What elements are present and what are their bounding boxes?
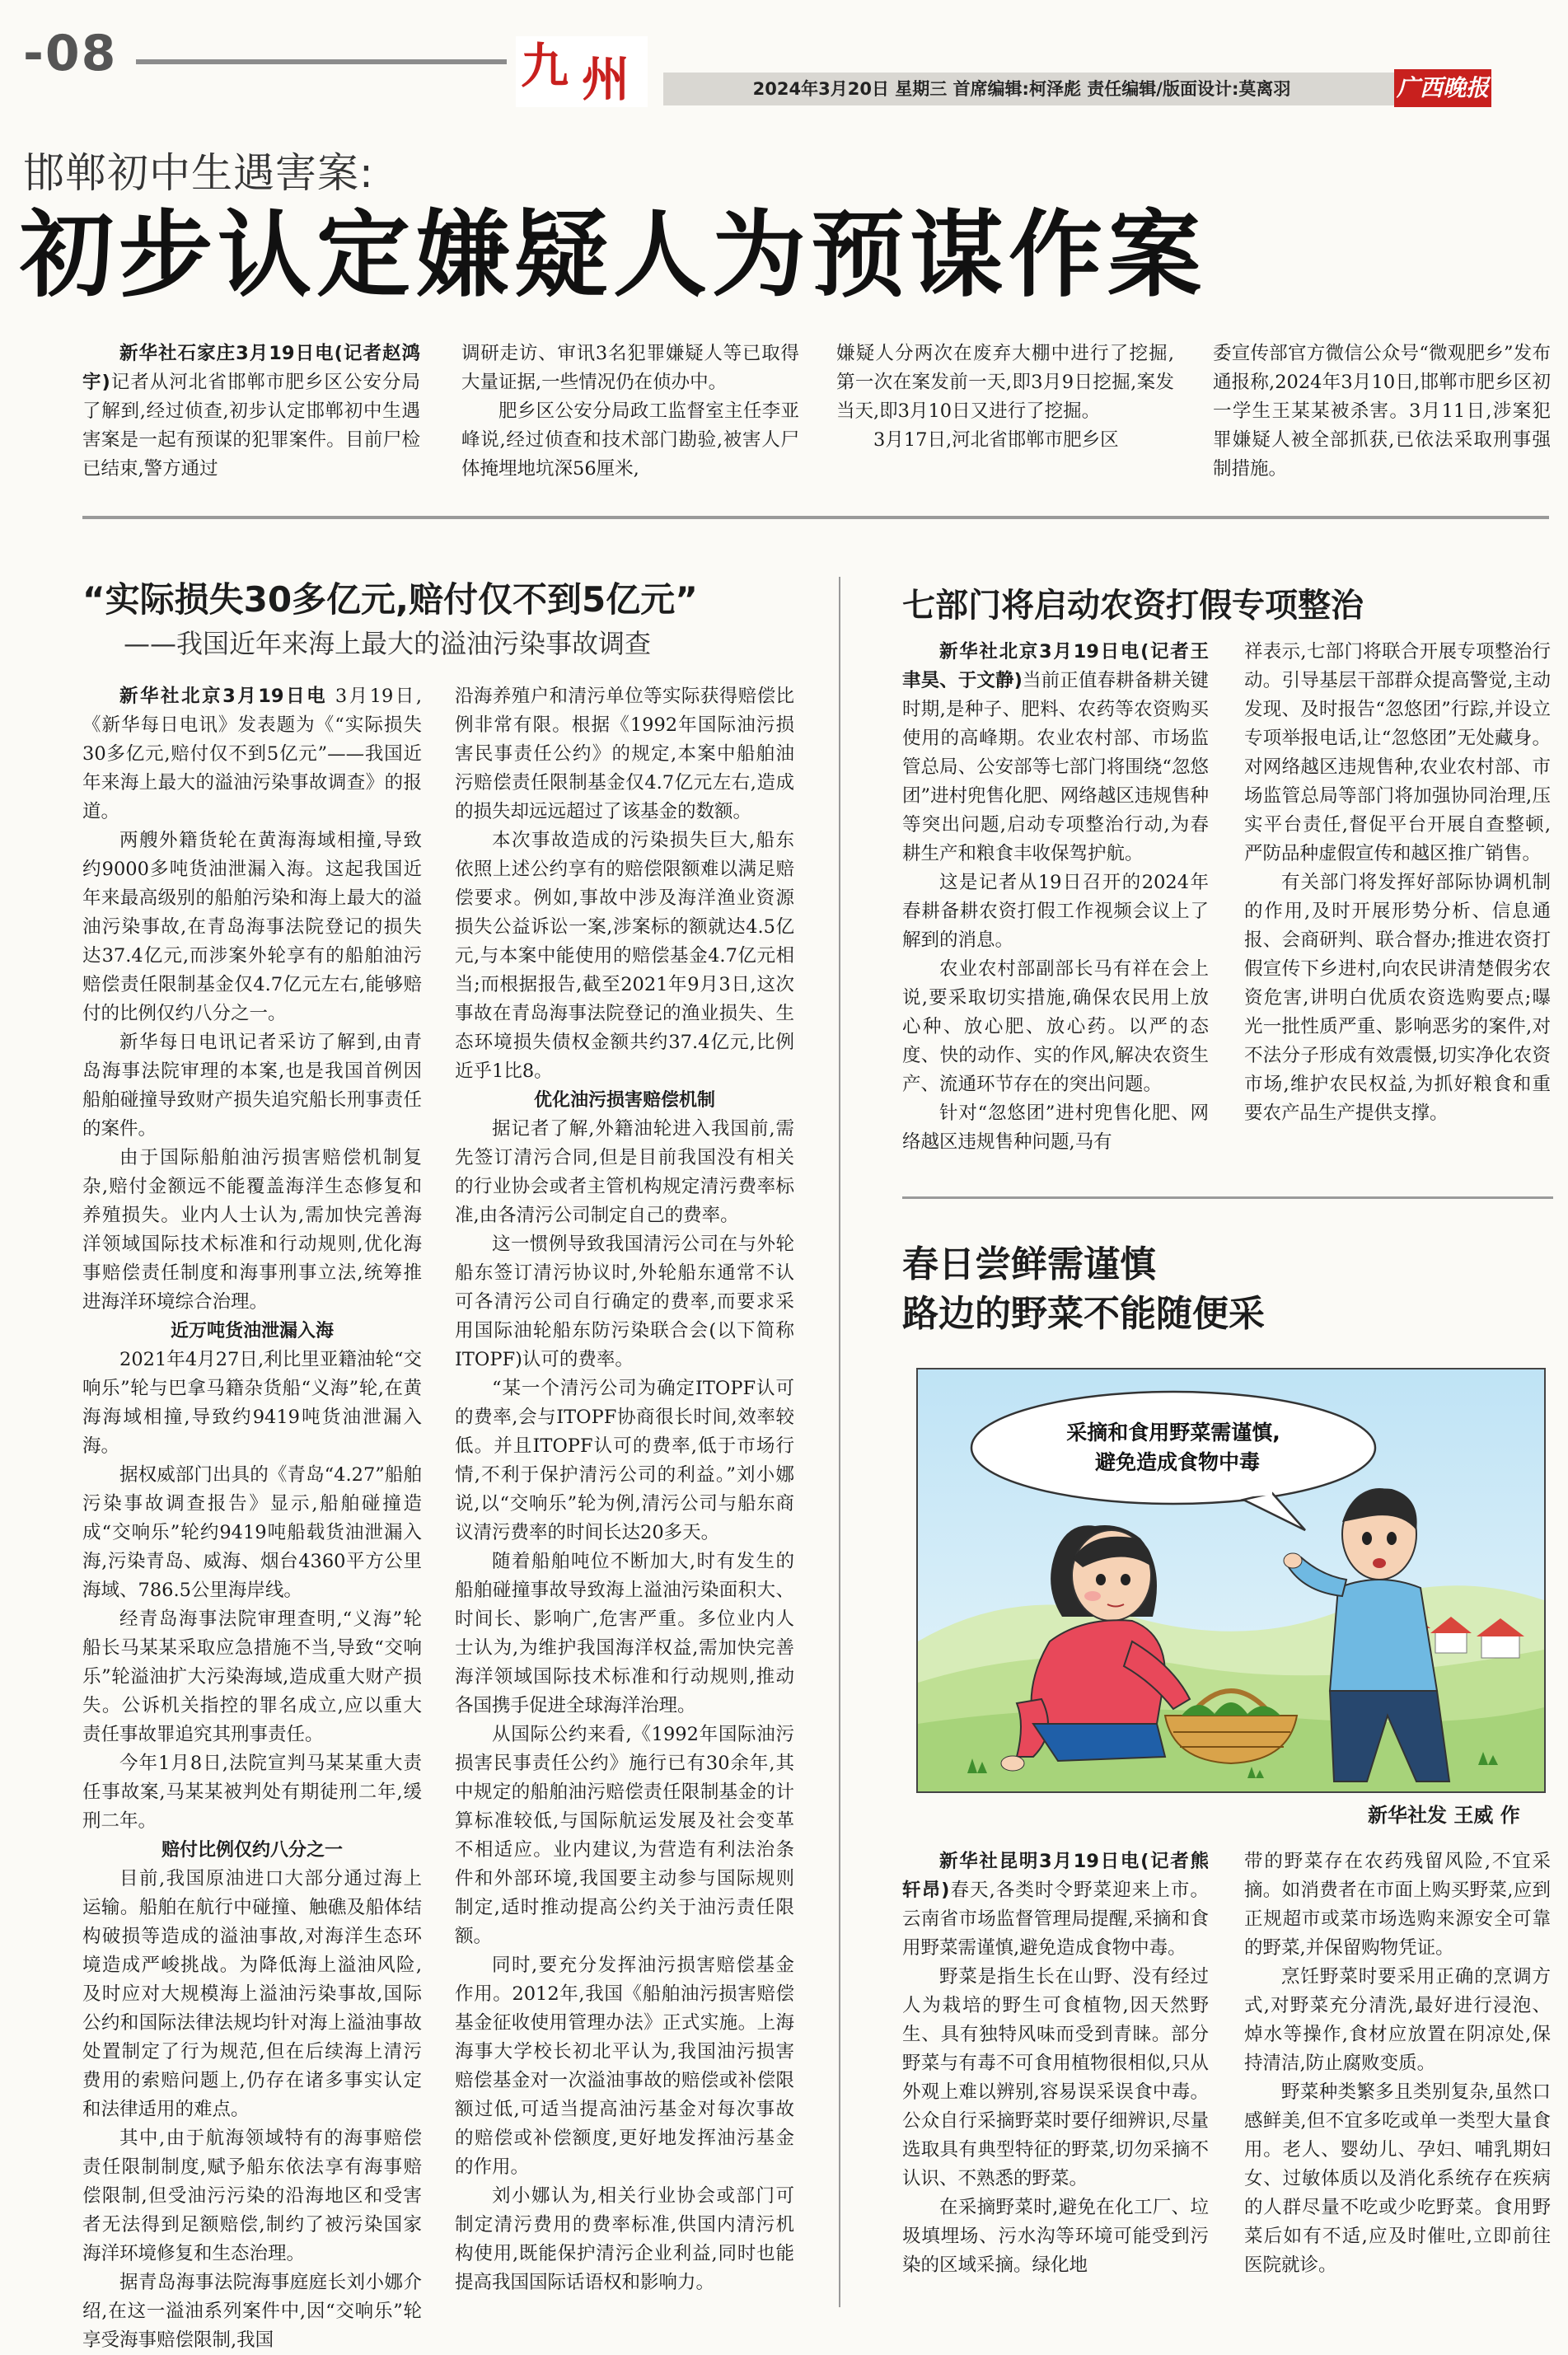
paragraph: 本次事故造成的污染损失巨大,船东依照上述公约享有的赔偿限额难以满足赔偿要求。例如,事故中涉及海洋渔业资源损失公益诉讼一案,涉案标的额就达4.5亿元,与本案中能使用的赔偿基金4.7亿元相当;而根据报告,截至2021年9月3日,这次事故在青岛海事法院登记的渔业损失、生态环境损失债权金额共约37.4亿元,比例近乎1比8。 [455, 830, 794, 1082]
article2-column-1 [82, 682, 422, 2351]
paragraph: 2021年4月27日,利比里亚籍油轮“交响乐”轮与巴拿马籍杂货船“义海”轮,在黄海海域相撞,导致约9419吨货油泄漏入海。 [82, 1349, 422, 1457]
paragraph [902, 638, 1209, 868]
article4-column-2 [1244, 1847, 1551, 2317]
article3-column-1 [902, 638, 1209, 1153]
paragraph: 从国际公约来看,《1992年国际油污损害民事责任公约》施行已有30余年,其中规定的船舶油污赔偿责任限制基金的计算标准较低,与国际航运发展及社会变革不相适应。业内建议,为营造有利法治条件和外部环境,我国要主动参与国际规则制定,适时推动提高公约关于油污责任限额。 [455, 1724, 794, 1947]
article4-title-line-2: 路边的野菜不能随便采 [902, 1293, 1265, 1335]
paragraph: 祥表示,七部门将联合开展专项整治行动。引导基层干部群众提高警觉,主动发现、及时报告“忽悠团”行踪,并设立专项举报电话,让“忽悠团”无处藏身。对网络越区违规售种,农业农村部、市场监管总局等部门将加强协同治理,压实平台责任,督促平台开展自查整顿,严防品种虚假宣传和越区推广销售。 [1244, 641, 1551, 864]
article2-subtitle: ——我国近年来海上最大的溢油污染事故调查 [124, 628, 652, 659]
paragraph: 刘小娜认为,相关行业协会或部门可制定清污费用的费率标准,供国内清污机构使用,既能保护清污企业利益,同时也能提高我国国际话语权和影响力。 [455, 2185, 794, 2293]
top-column-4 [1213, 339, 1551, 480]
paragraph-text: 当前正值春耕备耕关键时期,是种子、肥料、农药等农资购买使用的高峰期。农业农村部、市场监管总局、公安部等七部门将围绕“忽悠团”进村兜售化肥、网络越区违规售种等突出问题,启动专项整治行动,为春耕生产和粮食丰收保驾护航。 [902, 670, 1209, 864]
dateline: 新华社北京3月19日电 [119, 686, 328, 707]
top-kicker: 邯郸初中生遇害案: [23, 149, 374, 197]
paragraph: 有关部门将发挥好部际协调机制的作用,及时开展形势分析、信息通报、会商研判、联合督办;推进农资打假宣传下乡进村,向农民讲清楚假劣农资危害,讲明白优质农资选购要点;曝光一批性质严重、影响恶劣的案件,对不法分子形成有效震慑,切实净化农资市场,维护农民权益,为抓好粮食和重要农产品生产提供支撑。 [1244, 872, 1551, 1124]
header-rule [136, 59, 507, 64]
paragraph: 这是记者从19日召开的2024年春耕备耕农资打假工作视频会议上了解到的消息。 [902, 872, 1209, 951]
dateline: 新华社昆明3月19日电(记者熊轩昂) [902, 1851, 1209, 1901]
article2-title: “实际损失30多亿元,赔付仅不到5亿元” [82, 579, 698, 620]
paragraph-text: 春天,各类时令野菜迎来上市。云南省市场监督管理局提醒,采摘和食用野菜需谨慎,避免造成食物中毒。 [902, 1880, 1209, 1959]
article4-column-1 [902, 1847, 1209, 2317]
paragraph: 调研走访、审讯3名犯罪嫌疑人等已取得大量证据,一些情况仍在侦办中。 [461, 343, 799, 393]
paragraph: 沿海养殖户和清污单位等实际获得赔偿比例非常有限。根据《1992年国际油污损害民事责任公约》的规定,本案中船舶油污赔偿责任限制基金仅4.7亿元左右,造成的损失却远远超过了该基金的数额。 [455, 686, 794, 822]
article3-title: 七部门将启动农资打假专项整治 [902, 587, 1364, 625]
paragraph: 据权威部门出具的《青岛“4.27”船舶污染事故调查报告》显示,船舶碰撞造成“交响乐”轮约9419吨船载货油泄漏入海,污染青岛、威海、烟台4360平方公里海域、786.5公里海岸线。 [82, 1464, 422, 1601]
top-column-2 [461, 339, 799, 480]
paragraph: 农业农村部副部长马有祥在会上说,要采取切实措施,确保农民用上放心种、放心肥、放心药。以严的态度、快的动作、实的作风,解决农资生产、流通环节存在的突出问题。 [902, 958, 1209, 1095]
section-char-1: 九 [521, 38, 569, 94]
paragraph: 野菜是指生长在山野、没有经过人为栽培的野生可食植物,因天然野生、具有独特风味而受到青睐。部分野菜与有毒不可食用植物很相似,只从外观上难以辨别,容易误采误食中毒。公众自行采摘野菜时要仔细辨识,尽量选取具有典型特征的野菜,切勿采摘不认识、不熟悉的野菜。 [902, 1966, 1209, 2189]
article4-title-line-1: 春日尝鲜需谨慎 [902, 1243, 1156, 1285]
paragraph: 经青岛海事法院审理查明,“义海”轮船长马某某采取应急措施不当,导致“交响乐”轮溢油扩大污染海域,造成重大财产损失。公诉机关指控的罪名成立,应以重大责任事故罪追究其刑事责任。 [82, 1608, 422, 1745]
page-number: -08 [23, 25, 118, 82]
paragraph: 3月17日,河北省邯郸市肥乡区 [873, 429, 1119, 451]
top-dateline: 新华社石家庄3月19日电(记者赵鸿宇) [82, 343, 420, 393]
paragraph: 据记者了解,外籍油轮进入我国前,需先签订清污合同,但是目前我国没有相关的行业协会或者主管机构规定清污费率标准,由各清污公司制定自己的费率。 [455, 1118, 794, 1226]
paragraph: 由于国际船舶油污损害赔偿机制复杂,赔付金额远不能覆盖海洋生态修复和养殖损失。业内人士认为,需加快完善海洋领域国际技术标准和行动规则,优化海事赔偿责任制度和海事刑事立法,统筹推进海洋环境综合治理。 [82, 1147, 422, 1313]
cartoon-svg [918, 1369, 1544, 1791]
article4-title [902, 1240, 1265, 1339]
paragraph: 野菜种类繁多且类别复杂,虽然口感鲜美,但不宜多吃或单一类型大量食用。老人、婴幼儿、孕妇、哺乳期妇女、过敏体质以及消化系统存在疾病的人群尽量不吃或少吃野菜。食用野菜后如有不适,应及时催吐,立即前往医院就诊。 [1244, 2081, 1551, 2276]
top-column-3 [836, 339, 1174, 471]
right-divider [902, 1196, 1553, 1199]
top-column-1 [82, 339, 420, 480]
newspaper-logo: 广西晚报 [1394, 69, 1491, 107]
top-headline: 初步认定嫌疑人为预谋作案 [20, 200, 1207, 310]
paragraph: 针对“忽悠团”进村兜售化肥、网络越区违规售种问题,马有 [902, 1103, 1209, 1153]
top-divider [82, 516, 1549, 519]
subheading: 近万吨货油泄漏入海 [170, 1321, 334, 1341]
bubble-line-1: 采摘和食用野菜需谨慎, [1066, 1421, 1280, 1444]
section-char-2: 州 [582, 51, 630, 107]
paragraph [82, 682, 422, 826]
paragraph [902, 1847, 1209, 1963]
dateline: 新华社北京3月19日电(记者王聿昊、于文静) [902, 641, 1209, 691]
paragraph: 随着船舶吨位不断加大,时有发生的船舶碰撞事故导致海上溢油污染面积大、时间长、影响广,危害严重。多位业内人士认为,为维护我国海洋权益,需加快完善海洋领域国际技术标准和行动规则,推动各国携手促进全球海洋治理。 [455, 1551, 794, 1716]
paragraph: 在采摘野菜时,避免在化工厂、垃圾填埋场、污水沟等环境可能受到污染的区域采摘。绿化地 [902, 2197, 1209, 2276]
paragraph: 同时,要充分发挥油污损害赔偿基金作用。2012年,我国《船舶油污损害赔偿基金征收使用管理办法》正式实施。上海海事大学校长初北平认为,我国油污损害赔偿基金对一次溢油事故的赔偿或补偿限额过低,可适当提高油污基金对每次事故的赔偿或补偿额度,更好地发挥油污基金的作用。 [455, 1955, 794, 2178]
paragraph: 目前,我国原油进口大部分通过海上运输。船舶在航行中碰撞、触礁及船体结构破损等造成的溢油事故,对海洋生态环境造成严峻挑战。为降低海上溢油风险,及时应对大规模海上溢油污染事故,国际公约和国际法律法规均针对海上溢油事故处置制定了行为规范,但在后续海上清污费用的索赔问题上,仍存在诸多事实认定和法律适用的难点。 [82, 1868, 422, 2120]
paragraph: 委宣传部官方微信公众号“微观肥乡”发布通报称,2024年3月10日,邯郸市肥乡区初一学生王某某被杀害。3月11日,涉案犯罪嫌疑人被全部抓获,已依法采取刑事强制措施。 [1213, 343, 1551, 480]
article3-column-2 [1244, 638, 1551, 1149]
subheading: 赔付比例仅约八分之一 [161, 1840, 343, 1861]
paragraph: “某一个清污公司为确定ITOPF认可的费率,会与ITOPF协商很长时间,效率较低。并且ITOPF认可的费率,低于市场行情,不利于保护清污公司的利益。”刘小娜说,以“交响乐”轮为例,清污公司与船东商议清污费率的时间长达20多天。 [455, 1378, 794, 1543]
paragraph: 其中,由于航海领域特有的海事赔偿责任限制制度,赋予船东依法享有海事赔偿限制,但受油污污染的沿海地区和受害者无法得到足额赔偿,制约了被污染国家海洋环境修复和生态治理。 [82, 2128, 422, 2264]
section-name [516, 36, 648, 107]
subheading: 优化油污损害赔偿机制 [533, 1090, 715, 1111]
paragraph: 据青岛海事法院海事庭庭长刘小娜介绍,在这一溢油系列案件中,因“交响乐”轮享受海事赔偿限制,我国 [82, 2272, 422, 2351]
paragraph: 烹饪野菜时要采用正确的烹调方式,对野菜充分清洗,最好进行浸泡、焯水等操作,食材应放置在阴凉处,保持清洁,防止腐败变质。 [1244, 1966, 1551, 2074]
paragraph: 新华每日电讯记者采访了解到,由青岛海事法院审理的本案,也是我国首例因船舶碰撞导致财产损失追究船长刑事责任的案件。 [82, 1032, 422, 1140]
paragraph: 带的野菜存在农药残留风险,不宜采摘。如消费者在市面上购买野菜,应到正规超市或菜市场选购来源安全可靠的野菜,并保留购物凭证。 [1244, 1851, 1551, 1959]
top-col1-text: 记者从河北省邯郸市肥乡区公安分局了解到,经过侦查,初步认定邯郸初中生遇害案是一起有预谋的犯罪案件。目前尸检已结束,警方通过 [82, 372, 420, 480]
paragraph: 肥乡区公安分局政工监督室主任李亚峰说,经过侦查和技术部门勘验,被害人尸体掩埋地坑深56厘米, [461, 400, 799, 480]
article2-column-2 [455, 682, 794, 2314]
paragraph: 这一惯例导致我国清污公司在与外轮船东签订清污协议时,外轮船东通常不认可各清污公司自行确定的费率,而要求采用国际油轮船东防污染联合会(以下简称ITOPF)认可的费率。 [455, 1234, 794, 1370]
cartoon-illustration [916, 1368, 1546, 1793]
cartoon-caption: 新华社发 王威 作 [1368, 1804, 1520, 1827]
vertical-divider [839, 577, 840, 2307]
paragraph-text: 3月19日,《新华每日电讯》发表题为《“实际损失30多亿元,赔付仅不到5亿元”——我国近年来海上最大的溢油污染事故调查》的报道。 [82, 686, 422, 822]
paragraph: 两艘外籍货轮在黄海海域相撞,导致约9000多吨货油泄漏入海。这起我国近年来最高级别的船舶污染和海上最大的溢油污染事故,在青岛海事法院登记的损失达37.4亿元,而涉案外轮享有的船舶油污赔偿责任限制基金仅4.7亿元左右,能够赔付的比例仅约八分之一。 [82, 830, 422, 1024]
paragraph: 嫌疑人分两次在废弃大棚中进行了挖掘,第一次在案发前一天,即3月9日挖掘,案发当天,即3月10日又进行了挖掘。 [836, 343, 1174, 422]
paragraph: 今年1月8日,法院宣判马某某重大责任事故案,马某某被判处有期徒刑二年,缓刑二年。 [82, 1753, 422, 1832]
edition-meta: 2024年3月20日 星期三 首席编辑:柯泽彪 责任编辑/版面设计:莫离羽 [752, 79, 1291, 99]
bubble-line-2: 避免造成食物中毒 [1094, 1450, 1261, 1474]
